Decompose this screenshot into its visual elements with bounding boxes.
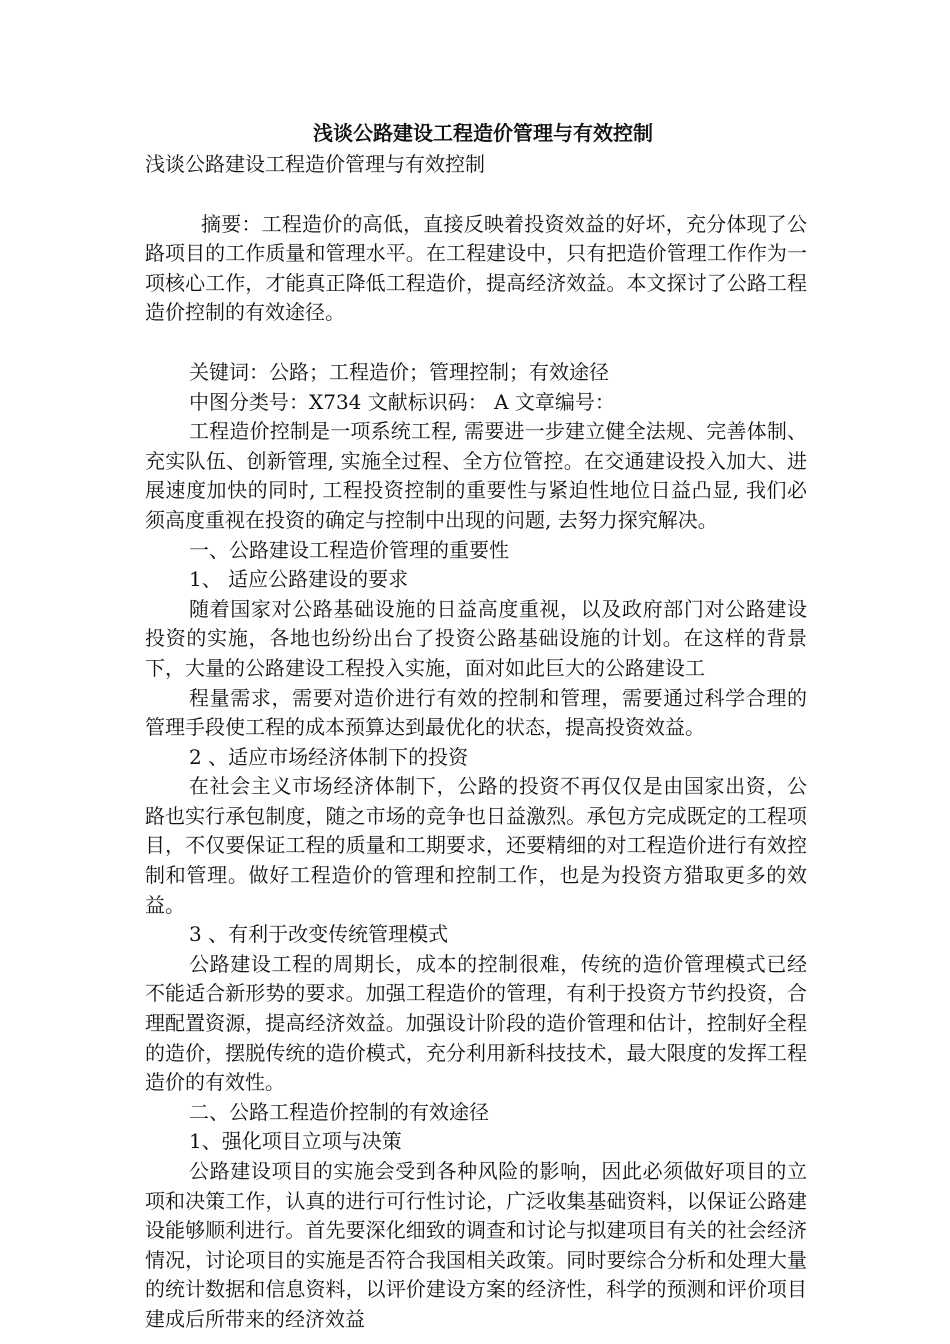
paragraph-1-3: 公路建设工程的周期长，成本的控制很难，传统的造价管理模式已经不能适合新形势的要求。加强工程造价的管理，有利于投资方节约投资，合理配置资源，提高经济效益。加强设计阶段的造价管理和估计，控制好全程的造价，摆脱传统的造价模式，充分利用新科技技术，最大限度的发挥工程造价的有效性。 <box>145 951 807 1095</box>
section-heading-2: 二、公路工程造价控制的有效途径 <box>189 1099 489 1124</box>
subsection-heading-1-3: 3 、有利于改变传统管理模式 <box>189 922 449 947</box>
section-heading-1: 一、公路建设工程造价管理的重要性 <box>189 537 509 562</box>
intro-paragraph: 工程造价控制是一项系统工程, 需要进一步建立健全法规、完善体制、充实队伍、创新管理, 实施全过程、全方位管控。在交通建设投入加大、进展速度加快的同时, 工程投资控制的重要性与紧迫性地位日益凸显, 我们必须高度重视在投资的确定与控制中出现的问题, 去努力探究解决。 <box>145 419 807 532</box>
document-subtitle: 浅谈公路建设工程造价管理与有效控制 <box>145 152 485 176</box>
paragraph-2-1: 公路建设项目的实施会受到各种风险的影响，因此必须做好项目的立项和决策工作，认真的进行可行性讨论，广泛收集基础资料，以保证公路建设能够顺利进行。首先要深化细致的调查和讨论与拟建项目有关的社会经济情况，讨论项目的实施是否符合我国相关政策。同时要综合分析和处理大量的统计数据和信息资料，以评价建设方案的经济性，科学的预测和评价项目建成后所带来的经济效益 <box>145 1159 807 1331</box>
document-title: 浅谈公路建设工程造价管理与有效控制 <box>313 121 653 145</box>
keywords-line: 关键词：公路；工程造价；管理控制；有效途径 <box>189 359 609 384</box>
paragraph-1-1-b: 程量需求，需要对造价进行有效的控制和管理，需要通过科学合理的管理手段使工程的成本预算达到最优化的状态，提高投资效益。 <box>145 685 807 740</box>
paragraph-1-1-a: 随着国家对公路基础设施的日益高度重视，以及政府部门对公路建设投资的实施，各地也纷纷出台了投资公路基础设施的计划。在这样的背景下，大量的公路建设工程投入实施，面对如此巨大的公路建设工 <box>145 596 807 680</box>
subsection-heading-2-1: 1、强化项目立项与决策 <box>189 1129 402 1154</box>
spacer <box>145 328 807 358</box>
document-page <box>145 118 807 1335</box>
abstract-paragraph: 摘要：工程造价的高低，直接反映着投资效益的好坏，充分体现了公路项目的工作质量和管理水平。在工程建设中，只有把造价管理工作作为一项核心工作，才能真正降低工程造价，提高经济效益。本文探讨了公路工程造价控制的有效途径。 <box>145 211 807 325</box>
classification-line: 中图分类号：X734 文献标识码： A 文章编号： <box>189 389 615 414</box>
subsection-heading-1-2: 2 、适应市场经济体制下的投资 <box>189 744 469 769</box>
spacer <box>145 180 807 210</box>
subsection-heading-1-1: 1、 适应公路建设的要求 <box>189 567 409 592</box>
paragraph-1-2: 在社会主义市场经济体制下，公路的投资不再仅仅是由国家出资，公路也实行承包制度，随之市场的竞争也日益激烈。承包方完成既定的工程项目，不仅要保证工程的质量和工期要求，还要精细的对工程造价进行有效控制和管理。做好工程造价的管理和控制工作，也是为投资方猎取更多的效益。 <box>145 774 807 917</box>
